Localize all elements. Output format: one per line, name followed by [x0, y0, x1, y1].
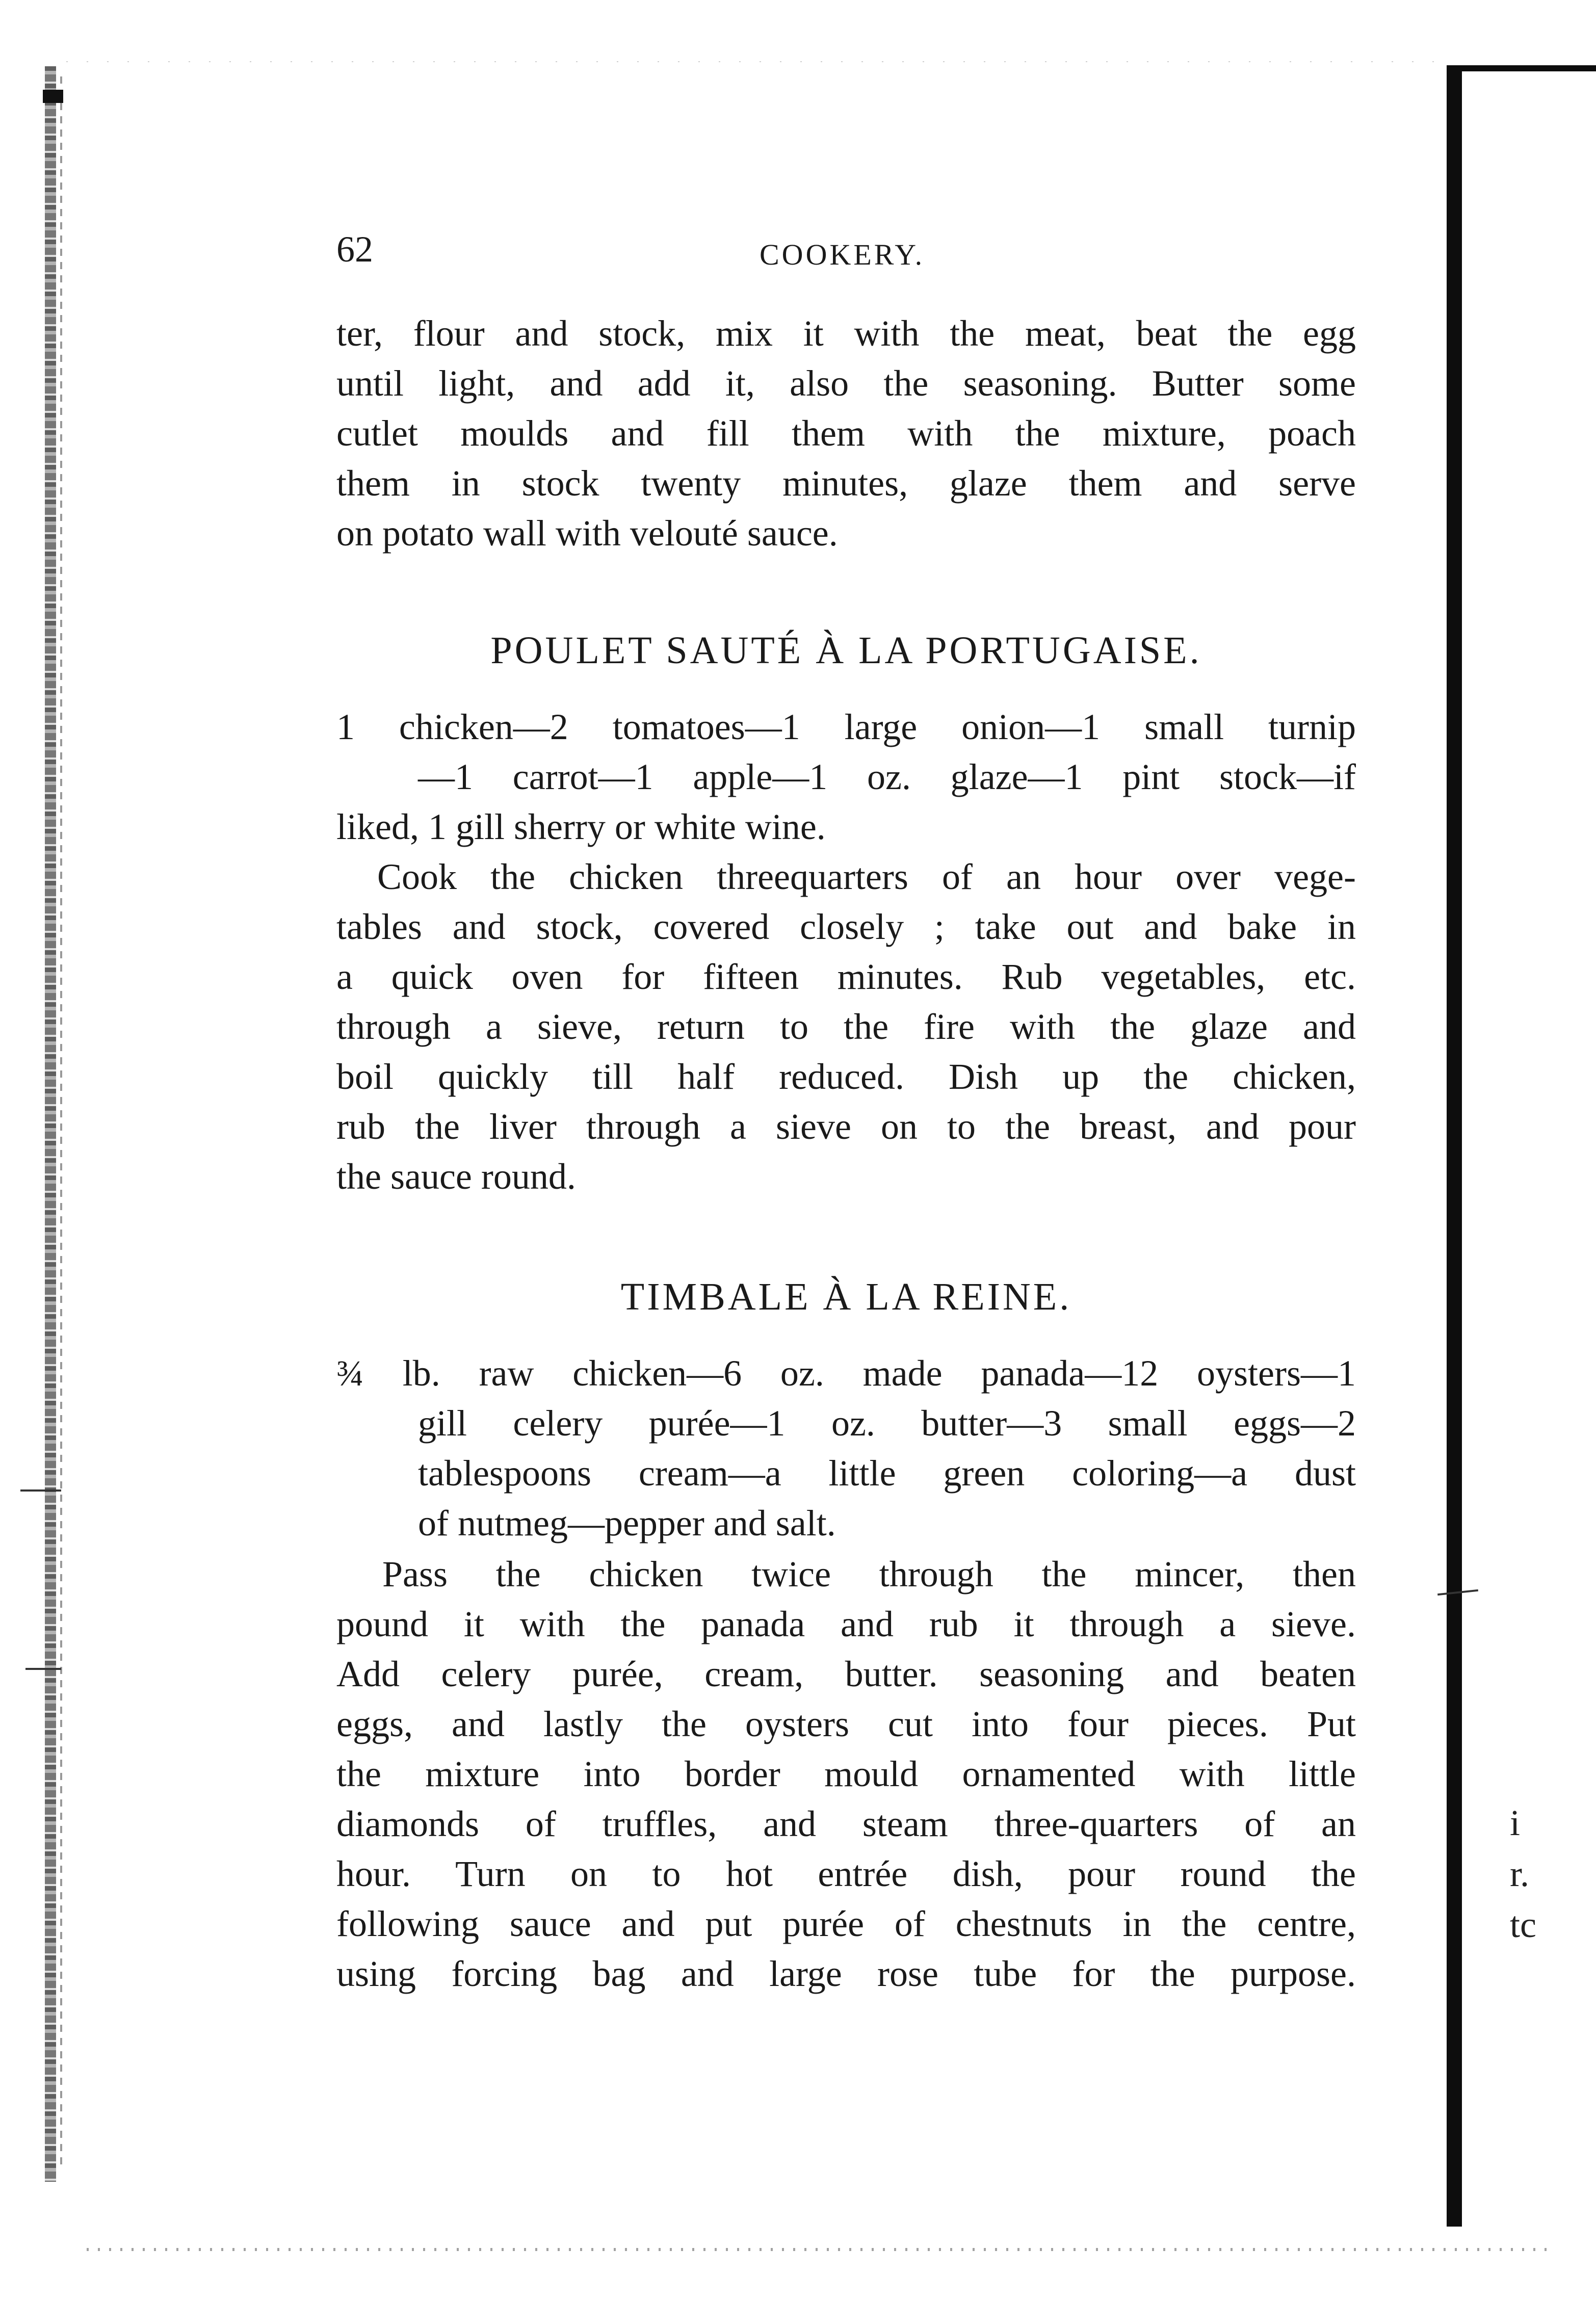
text-line: diamonds of truffles, and steam three-quarters of an: [336, 1803, 1356, 1844]
scan-bottom-edge: [87, 2248, 1555, 2251]
scan-left-tick: [20, 1489, 61, 1492]
text-line: on potato wall with velouté sauce.: [336, 513, 838, 554]
scan-right-page-edge: [1447, 65, 1462, 2227]
text-line: —1 carrot—1 apple—1 oz. glaze—1 pint stock—if: [418, 756, 1356, 797]
scan-binding-line: [60, 76, 62, 2166]
text-line: pound it with the panada and rub it through a sieve.: [336, 1604, 1356, 1644]
text-line: cutlet moulds and fill them with the mixture, poach: [336, 413, 1356, 454]
text-line: liked, 1 gill sherry or white wine.: [336, 806, 826, 847]
text-line: Cook the chicken threequarters of an hour over vege-: [377, 856, 1356, 897]
text-line: a quick oven for fifteen minutes. Rub vegetables, etc.: [336, 956, 1356, 997]
scan-top-edge: [66, 61, 1443, 62]
text-line: tablespoons cream—a little green coloring—a dust: [418, 1453, 1356, 1494]
text-line: them in stock twenty minutes, glaze them and serve: [336, 463, 1356, 504]
text-line: 1 chicken—2 tomatoes—1 large onion—1 small turnip: [336, 707, 1356, 747]
text-line: of nutmeg—pepper and salt.: [418, 1503, 836, 1544]
page-number: 62: [336, 229, 373, 270]
scan-binding-shadow: [45, 66, 56, 2182]
text-line: through a sieve, return to the fire with the glaze and: [336, 1006, 1356, 1047]
text-line: ter, flour and stock, mix it with the meat, beat the egg: [336, 313, 1356, 354]
text-line: following sauce and put purée of chestnuts in the centre,: [336, 1903, 1356, 1944]
text-line: the sauce round.: [336, 1156, 576, 1197]
margin-fragment: r.: [1510, 1853, 1530, 1894]
text-line: Add celery purée, cream, butter. seasoning and beaten: [336, 1654, 1356, 1694]
text-line: gill celery purée—1 oz. butter—3 small eggs—2: [418, 1403, 1356, 1444]
text-line: hour. Turn on to hot entrée dish, pour round the: [336, 1853, 1356, 1894]
text-line: tables and stock, covered closely ; take out and bake in: [336, 906, 1356, 947]
margin-fragment: i: [1510, 1802, 1521, 1843]
text-line: using forcing bag and large rose tube for the purpose.: [336, 1953, 1356, 1994]
scan-binding-mark: [43, 90, 63, 103]
text-line: ¾ lb. raw chicken—6 oz. made panada—12 oysters—1: [336, 1353, 1356, 1394]
recipe-title: TIMBALE À LA REINE.: [620, 1275, 1072, 1318]
text-line: the mixture into border mould ornamented with little: [336, 1754, 1356, 1794]
recipe-title: POULET SAUTÉ À LA PORTUGAISE.: [490, 629, 1202, 672]
running-head: COOKERY.: [760, 238, 925, 271]
text-line: eggs, and lastly the oysters cut into four pieces. Put: [336, 1704, 1356, 1744]
margin-fragment: tc: [1510, 1904, 1536, 1945]
scan-left-tick: [25, 1668, 61, 1670]
text-line: rub the liver through a sieve on to the breast, and pour: [336, 1106, 1356, 1147]
page-header: [336, 228, 1356, 279]
text-line: Pass the chicken twice through the mincer, then: [382, 1554, 1356, 1594]
text-line: boil quickly till half reduced. Dish up the chicken,: [336, 1056, 1356, 1097]
text-line: until light, and add it, also the seasoning. Butter some: [336, 363, 1356, 404]
scan-right-page-edge-top: [1447, 65, 1596, 71]
